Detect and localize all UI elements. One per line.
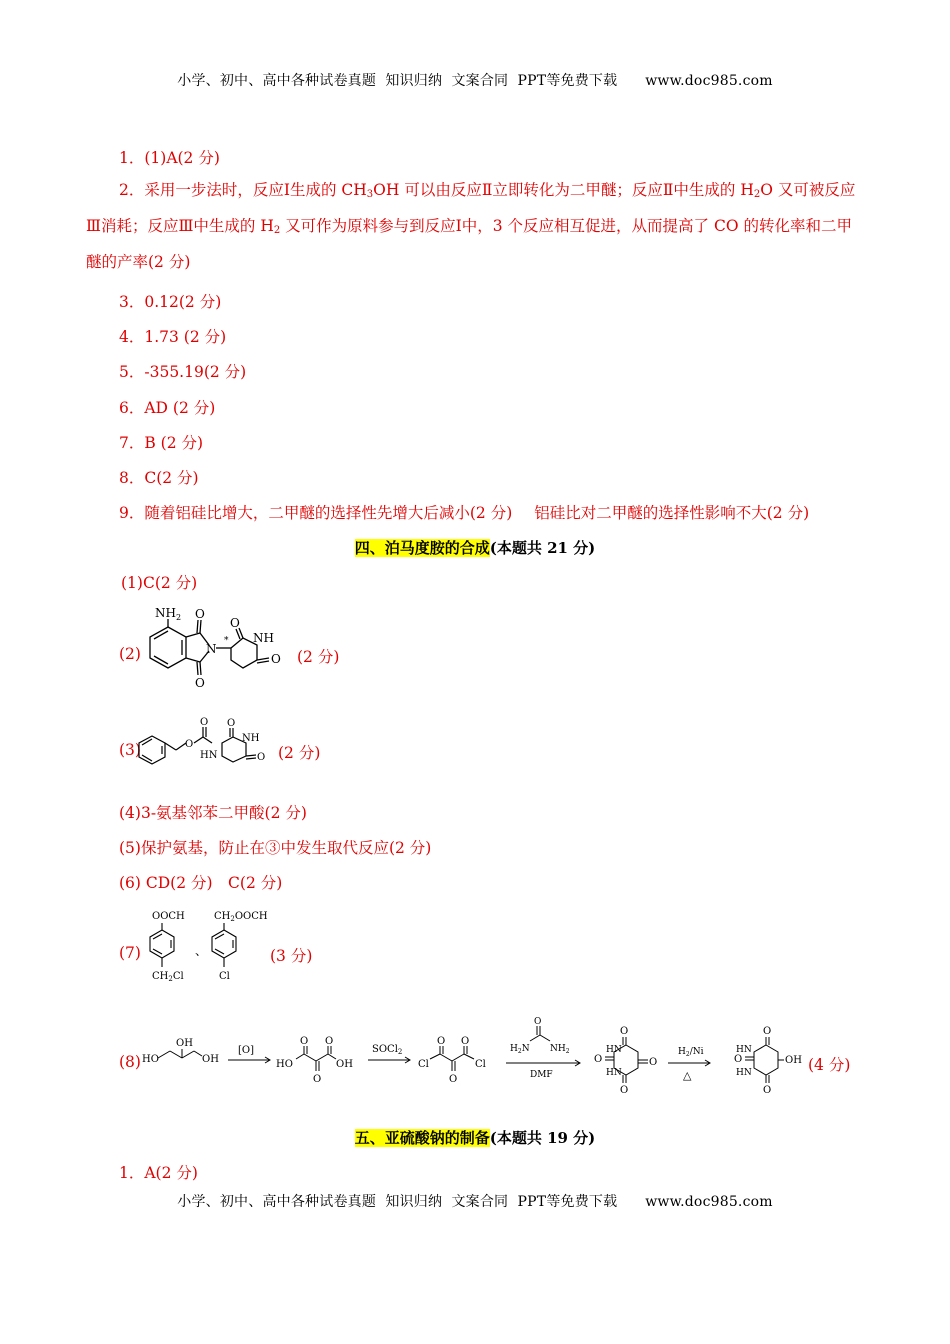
- svg-text:NH2: $NH_2$: [550, 1044, 570, 1055]
- q4-8-score: (4 分): [808, 1056, 851, 1074]
- synthesis-route: [138, 1015, 818, 1095]
- svg-text:CH2OOCH: $CH_2OOCH$: [214, 911, 268, 923]
- svg-text:O: O: [257, 752, 266, 763]
- header-site: www.doc985.com: [645, 73, 773, 89]
- svg-text:O: O: [325, 1036, 334, 1047]
- svg-text:HN: HN: [606, 1068, 622, 1078]
- answer-4: 4．1.73 (2 分): [119, 328, 227, 346]
- q4-2-score: (2 分): [297, 648, 340, 666]
- answer-8: 8．C(2 分): [119, 469, 199, 487]
- svg-text:HN: HN: [200, 750, 218, 761]
- q4-4-answer: (4)3-氨基邻苯二甲酸(2 分): [119, 804, 307, 822]
- q4-7-score: (3 分): [270, 947, 313, 965]
- svg-text:Cl: Cl: [475, 1059, 486, 1070]
- answer-2: 2．采用一步法时，反应Ⅰ生成的 $CH_3OH$ 可以由反应Ⅱ立即转化为二甲醚；反应Ⅱ中生成的 $H_2O$ 又可被反应Ⅲ消耗；反应Ⅲ中生成的 $H_2$ 又可作为原料参与到反应Ⅰ中，3 个反应相互促进，从而提高了 CO 的转化率和二甲醚的产率(2 分): [86, 181, 856, 271]
- q4-6-answer: (6) CD(2 分) C(2 分): [119, 874, 283, 892]
- q4-8-label: (8): [119, 1053, 141, 1071]
- page-header: [0, 70, 950, 90]
- svg-text:OH: OH: [202, 1054, 219, 1065]
- svg-text:*: *: [224, 636, 229, 646]
- q4-3-label: (3): [119, 741, 141, 759]
- svg-text:O: O: [227, 718, 236, 729]
- svg-text:Cl: Cl: [219, 971, 230, 982]
- svg-text:O: O: [649, 1057, 658, 1068]
- section-4-title: 四、泊马度胺的合成(本题共 21 分): [354, 539, 596, 557]
- svg-text:CH2Cl: $CH_2Cl$: [152, 971, 184, 983]
- q7-isomer-structures: [140, 903, 270, 989]
- svg-text:O: O: [195, 607, 205, 621]
- svg-text:O: O: [594, 1054, 603, 1065]
- cbz-glutarimide-structure: [136, 710, 278, 772]
- svg-text:、: 、: [195, 944, 208, 958]
- svg-text:[O]: [O]: [238, 1045, 255, 1056]
- svg-text:O: O: [230, 616, 240, 630]
- answer-6: 6．AD (2 分): [119, 399, 216, 417]
- svg-text:O: O: [437, 1036, 446, 1047]
- svg-text:DMF: DMF: [530, 1070, 553, 1080]
- svg-text:NH: NH: [242, 733, 260, 744]
- svg-text:SOCl2: SOCl$_2$: [372, 1044, 403, 1056]
- svg-text:H2/Ni: $H_2/Ni$: [678, 1047, 704, 1058]
- svg-text:HO: HO: [276, 1059, 293, 1070]
- answer-3: 3．0.12(2 分): [119, 293, 222, 311]
- svg-text:NH: NH: [253, 631, 274, 645]
- svg-text:HN: HN: [736, 1045, 752, 1055]
- q4-7-label: (7): [119, 944, 141, 962]
- svg-text:O: O: [534, 1017, 542, 1027]
- svg-text:O: O: [449, 1074, 458, 1085]
- footer-text: 小学、初中、高中各种试卷真题 知识归纳 文案合同 PPT等免费下载: [177, 1194, 618, 1210]
- svg-text:Cl: Cl: [418, 1059, 429, 1070]
- svg-text:N: N: [206, 642, 217, 656]
- svg-text:△: △: [683, 1069, 692, 1082]
- pomalidomide-structure: [138, 600, 300, 700]
- nh2-text: $NH_2$: [155, 606, 182, 622]
- svg-text:O: O: [734, 1054, 743, 1065]
- svg-text:O: O: [313, 1074, 322, 1085]
- svg-text:OH: OH: [176, 1038, 193, 1049]
- section-5-title: 五、亚硫酸钠的制备(本题共 19 分): [354, 1129, 596, 1147]
- q4-3-score: (2 分): [278, 744, 321, 762]
- svg-text:HO: HO: [142, 1054, 159, 1065]
- answer-7: 7．B (2 分): [119, 434, 204, 452]
- q4-5-answer: (5)保护氨基，防止在③中发生取代反应(2 分): [119, 839, 432, 857]
- svg-text:OH: OH: [785, 1055, 802, 1066]
- footer-site: www.doc985.com: [645, 1194, 773, 1210]
- svg-text:HN: HN: [736, 1068, 752, 1078]
- svg-text:O: O: [271, 652, 281, 666]
- page-footer: [0, 1191, 950, 1211]
- svg-text:O: O: [461, 1036, 470, 1047]
- svg-text:O: O: [300, 1036, 309, 1047]
- svg-text:O: O: [620, 1026, 629, 1037]
- svg-text:OOCH: OOCH: [152, 911, 185, 922]
- svg-text:HN: HN: [606, 1045, 622, 1055]
- svg-text:O: O: [620, 1085, 629, 1095]
- q4-2-label: (2): [119, 645, 141, 663]
- q5-1-answer: 1．A(2 分): [119, 1164, 198, 1182]
- svg-text:O: O: [185, 739, 194, 750]
- svg-text:O: O: [195, 676, 205, 690]
- svg-text:O: O: [763, 1085, 772, 1095]
- answer-9: 9．随着铝硅比增大，二甲醚的选择性先增大后减小(2 分) 铝硅比对二甲醚的选择性影响不大(2 分): [119, 504, 810, 522]
- svg-text:OH: OH: [336, 1059, 353, 1070]
- svg-text:O: O: [763, 1026, 772, 1037]
- header-text: 小学、初中、高中各种试卷真题 知识归纳 文案合同 PPT等免费下载: [177, 73, 618, 89]
- svg-text:O: O: [200, 717, 209, 728]
- answer-1: 1．(1)A(2 分): [119, 149, 220, 167]
- answer-5: 5．-355.19(2 分): [119, 363, 247, 381]
- svg-text:H2N: $H_2N$: [510, 1044, 530, 1055]
- q4-1-answer: (1)C(2 分): [121, 574, 198, 592]
